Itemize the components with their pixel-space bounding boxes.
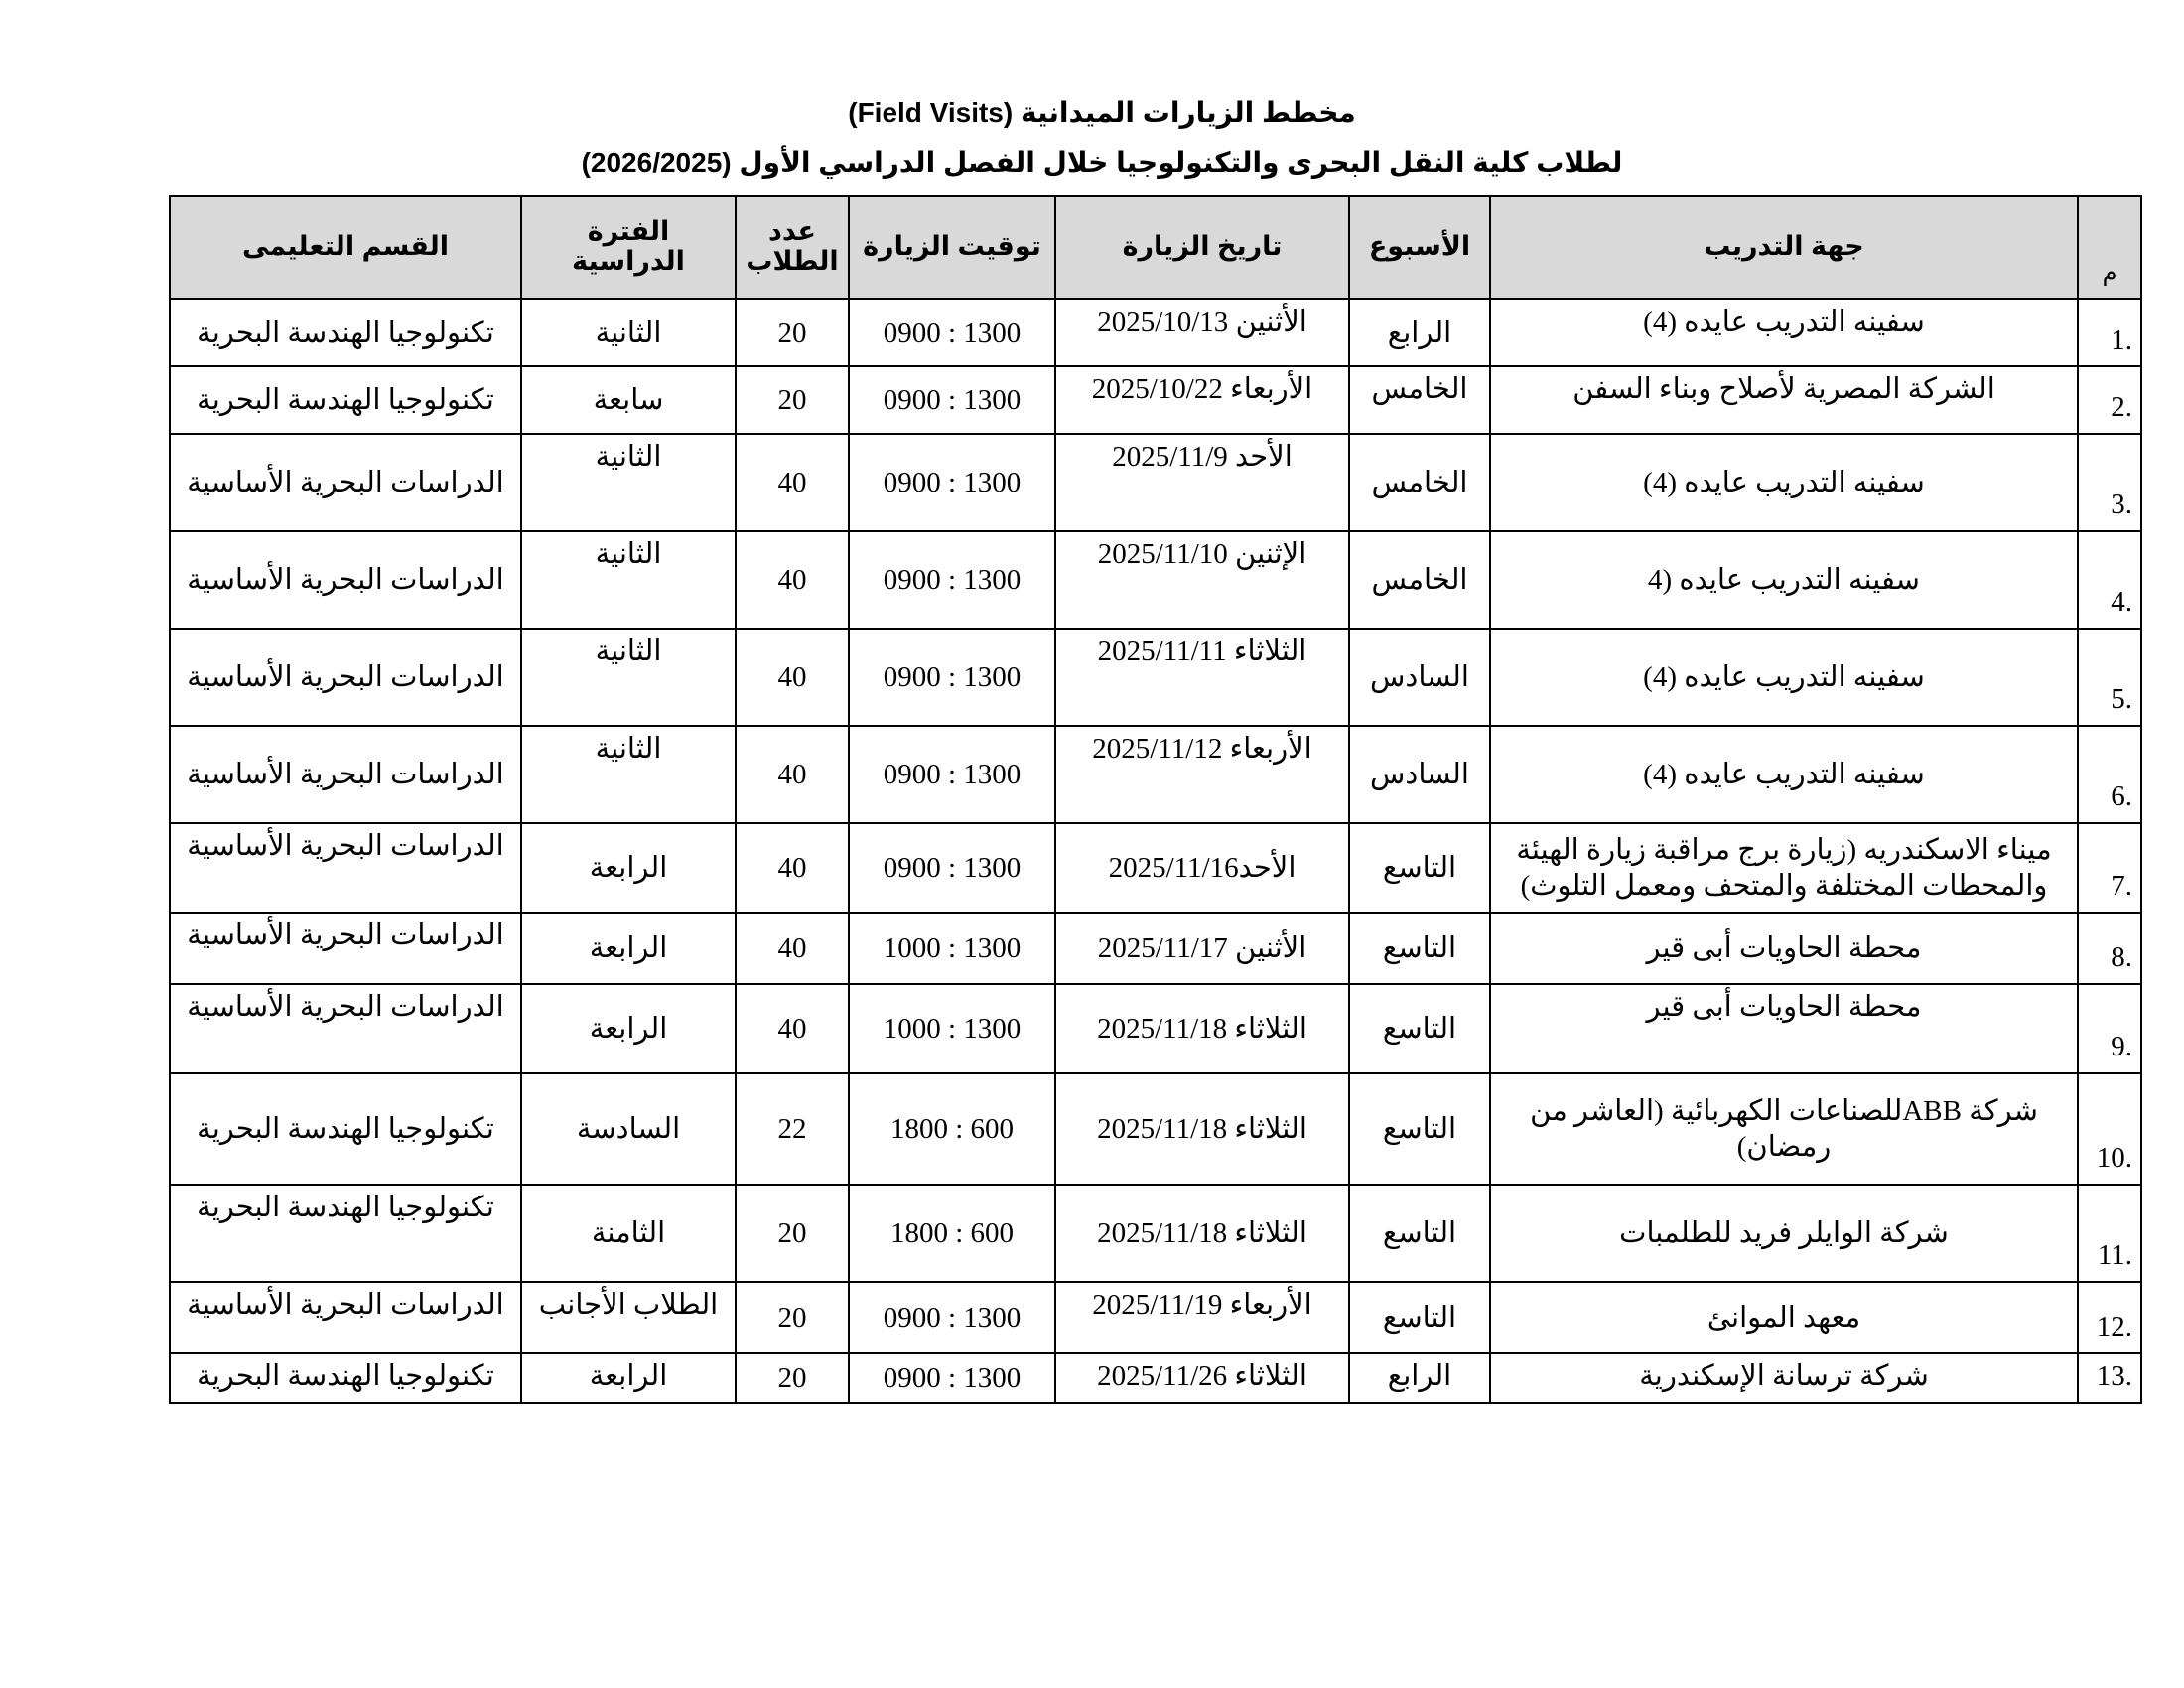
- cell-entity: ميناء الاسكندريه (زيارة برج مراقبة زيارة الهيئة والمحطات المختلفة والمتحف ومعمل التلوث): [1490, 823, 2078, 913]
- table-row: [170, 1282, 2141, 1353]
- cell-time: 0900 : 1300: [849, 299, 1055, 366]
- cell-entity: معهد الموانئ: [1490, 1282, 2078, 1353]
- cell-index: 4.: [2078, 531, 2141, 629]
- cell-date: الأربعاء 2025/11/19: [1055, 1282, 1349, 1353]
- table-header-row: [170, 196, 2141, 299]
- cell-term: الطلاب الأجانب: [521, 1282, 736, 1353]
- cell-week: التاسع: [1349, 1185, 1490, 1282]
- cell-students: 40: [736, 629, 849, 726]
- cell-index: 9.: [2078, 984, 2141, 1073]
- cell-index: 13.: [2078, 1353, 2141, 1403]
- cell-students: 40: [736, 984, 849, 1073]
- cell-term: الرابعة: [521, 913, 736, 984]
- table-row: [170, 531, 2141, 629]
- cell-time: 1800 : 600: [849, 1185, 1055, 1282]
- cell-week: الخامس: [1349, 366, 1490, 434]
- cell-week: التاسع: [1349, 984, 1490, 1073]
- cell-date: الثلاثاء 2025/11/18: [1055, 1073, 1349, 1185]
- cell-week: الرابع: [1349, 1353, 1490, 1403]
- cell-term: السادسة: [521, 1073, 736, 1185]
- cell-students: 20: [736, 366, 849, 434]
- cell-term: سابعة: [521, 366, 736, 434]
- cell-time: 1800 : 600: [849, 1073, 1055, 1185]
- column-header-entity: جهة التدريب: [1490, 196, 2078, 299]
- cell-entity: محطة الحاويات أبى قير: [1490, 984, 2078, 1073]
- table-row: [170, 823, 2141, 913]
- column-header-term: الفترة الدراسية: [521, 196, 736, 299]
- cell-date: الأحد2025/11/16: [1055, 823, 1349, 913]
- cell-students: 40: [736, 531, 849, 629]
- cell-date: الثلاثاء 2025/11/18: [1055, 984, 1349, 1073]
- cell-entity: الشركة المصرية لأصلاح وبناء السفن: [1490, 366, 2078, 434]
- table-row: [170, 1185, 2141, 1282]
- cell-department: تكنولوجيا الهندسة البحرية: [170, 1353, 521, 1403]
- table-row: [170, 434, 2141, 531]
- column-header-time: توقيت الزيارة: [849, 196, 1055, 299]
- cell-students: 40: [736, 823, 849, 913]
- cell-term: الرابعة: [521, 1353, 736, 1403]
- cell-department: الدراسات البحرية الأساسية: [170, 984, 521, 1073]
- cell-index: 12.: [2078, 1282, 2141, 1353]
- column-header-students: عدد الطلاب: [736, 196, 849, 299]
- cell-date: الإثنين 2025/11/10: [1055, 531, 1349, 629]
- field-visits-table: [169, 195, 2142, 1404]
- table-row: [170, 1073, 2141, 1185]
- cell-time: 1000 : 1300: [849, 984, 1055, 1073]
- cell-date: الأثنين 2025/10/13: [1055, 299, 1349, 366]
- cell-time: 0900 : 1300: [849, 366, 1055, 434]
- cell-department: تكنولوجيا الهندسة البحرية: [170, 1073, 521, 1185]
- cell-index: 8.: [2078, 913, 2141, 984]
- cell-term: الرابعة: [521, 984, 736, 1073]
- cell-entity: شركة الوايلر فريد للطلمبات: [1490, 1185, 2078, 1282]
- cell-week: التاسع: [1349, 823, 1490, 913]
- table-row: [170, 299, 2141, 366]
- column-header-date: تاريخ الزيارة: [1055, 196, 1349, 299]
- cell-department: تكنولوجيا الهندسة البحرية: [170, 366, 521, 434]
- cell-entity: سفينه التدريب عايده (4: [1490, 531, 2078, 629]
- cell-students: 20: [736, 1282, 849, 1353]
- cell-term: الثانية: [521, 629, 736, 726]
- cell-time: 0900 : 1300: [849, 1353, 1055, 1403]
- cell-term: الرابعة: [521, 823, 736, 913]
- cell-students: 22: [736, 1073, 849, 1185]
- cell-time: 0900 : 1300: [849, 726, 1055, 823]
- cell-department: الدراسات البحرية الأساسية: [170, 629, 521, 726]
- column-header-department: القسم التعليمى: [170, 196, 521, 299]
- cell-department: الدراسات البحرية الأساسية: [170, 434, 521, 531]
- cell-time: 0900 : 1300: [849, 823, 1055, 913]
- cell-time: 0900 : 1300: [849, 1282, 1055, 1353]
- cell-date: الثلاثاء 2025/11/26: [1055, 1353, 1349, 1403]
- table-row: [170, 984, 2141, 1073]
- cell-index: 3.: [2078, 434, 2141, 531]
- cell-date: الأثنين 2025/11/17: [1055, 913, 1349, 984]
- cell-date: الثلاثاء 2025/11/18: [1055, 1185, 1349, 1282]
- cell-students: 40: [736, 726, 849, 823]
- cell-time: 1000 : 1300: [849, 913, 1055, 984]
- cell-time: 0900 : 1300: [849, 531, 1055, 629]
- cell-term: الثانية: [521, 726, 736, 823]
- cell-term: الثامنة: [521, 1185, 736, 1282]
- cell-department: الدراسات البحرية الأساسية: [170, 823, 521, 913]
- cell-entity: شركة ABBللصناعات الكهربائية (العاشر من رمضان): [1490, 1073, 2078, 1185]
- cell-students: 20: [736, 1185, 849, 1282]
- cell-entity: سفينه التدريب عايده (4): [1490, 629, 2078, 726]
- cell-entity: شركة ترسانة الإسكندرية: [1490, 1353, 2078, 1403]
- cell-department: الدراسات البحرية الأساسية: [170, 726, 521, 823]
- cell-students: 40: [736, 913, 849, 984]
- cell-department: الدراسات البحرية الأساسية: [170, 913, 521, 984]
- cell-time: 0900 : 1300: [849, 434, 1055, 531]
- cell-week: الرابع: [1349, 299, 1490, 366]
- table-row: [170, 629, 2141, 726]
- cell-week: الخامس: [1349, 531, 1490, 629]
- cell-students: 40: [736, 434, 849, 531]
- cell-week: الخامس: [1349, 434, 1490, 531]
- cell-index: 2.: [2078, 366, 2141, 434]
- cell-department: تكنولوجيا الهندسة البحرية: [170, 1185, 521, 1282]
- cell-date: الأربعاء 2025/11/12: [1055, 726, 1349, 823]
- cell-index: 7.: [2078, 823, 2141, 913]
- table-row: [170, 366, 2141, 434]
- cell-week: التاسع: [1349, 913, 1490, 984]
- cell-date: الأربعاء 2025/10/22: [1055, 366, 1349, 434]
- cell-index: 11.: [2078, 1185, 2141, 1282]
- cell-entity: سفينه التدريب عايده (4): [1490, 434, 2078, 531]
- page-title: مخطط الزيارات الميدانية (Field Visits): [848, 97, 1356, 128]
- cell-index: 6.: [2078, 726, 2141, 823]
- cell-students: 20: [736, 299, 849, 366]
- cell-week: السادس: [1349, 629, 1490, 726]
- cell-entity: سفينه التدريب عايده (4): [1490, 726, 2078, 823]
- page-subtitle: لطلاب كلية النقل البحرى والتكنولوجيا خلال الفصل الدراسي الأول (2026/2025): [581, 147, 1623, 178]
- cell-week: التاسع: [1349, 1073, 1490, 1185]
- cell-term: الثانية: [521, 299, 736, 366]
- cell-week: التاسع: [1349, 1282, 1490, 1353]
- cell-time: 0900 : 1300: [849, 629, 1055, 726]
- cell-department: الدراسات البحرية الأساسية: [170, 1282, 521, 1353]
- column-header-week: الأسبوع: [1349, 196, 1490, 299]
- column-header-index: م: [2078, 196, 2141, 299]
- cell-entity: محطة الحاويات أبى قير: [1490, 913, 2078, 984]
- cell-department: تكنولوجيا الهندسة البحرية: [170, 299, 521, 366]
- cell-date: الثلاثاء 2025/11/11: [1055, 629, 1349, 726]
- cell-week: السادس: [1349, 726, 1490, 823]
- cell-entity: سفينه التدريب عايده (4): [1490, 299, 2078, 366]
- cell-term: الثانية: [521, 434, 736, 531]
- cell-index: 1.: [2078, 299, 2141, 366]
- cell-term: الثانية: [521, 531, 736, 629]
- table-row: [170, 913, 2141, 984]
- cell-index: 10.: [2078, 1073, 2141, 1185]
- cell-index: 5.: [2078, 629, 2141, 726]
- cell-date: الأحد 2025/11/9: [1055, 434, 1349, 531]
- cell-students: 20: [736, 1353, 849, 1403]
- table-row: [170, 726, 2141, 823]
- cell-department: الدراسات البحرية الأساسية: [170, 531, 521, 629]
- table-row: [170, 1353, 2141, 1403]
